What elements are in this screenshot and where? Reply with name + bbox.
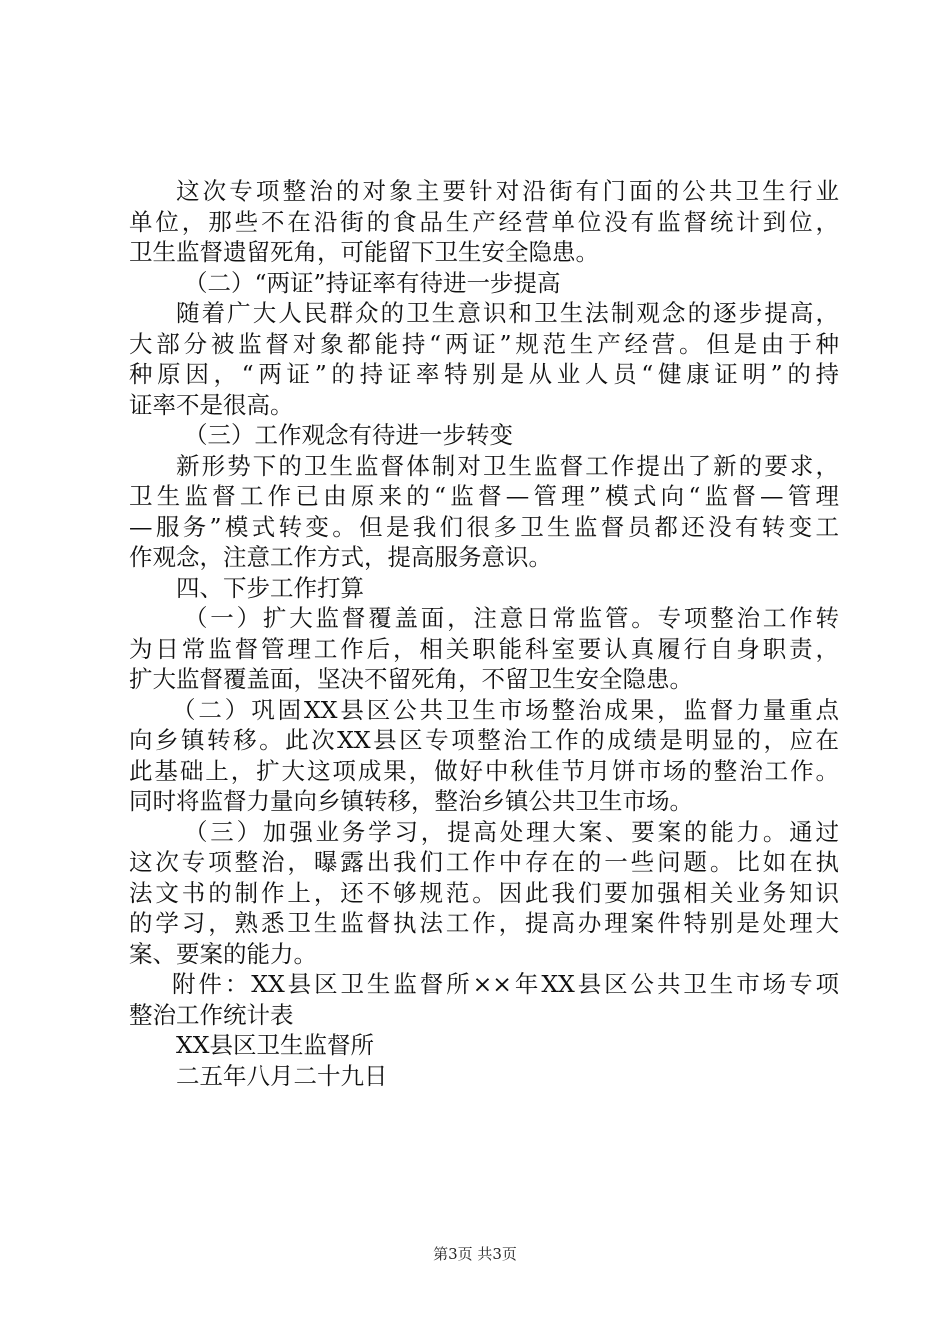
text-line: 的学习，熟悉卫生监督执法工作，提高办理案件特别是处理大	[129, 909, 839, 937]
text-line: 附件：XX县区卫生监督所××年XX县区公共卫生市场专项	[172, 970, 839, 998]
text-line: 此基础上，扩大这项成果，做好中秋佳节月饼市场的整治工作。	[129, 756, 839, 785]
text-line: 四、下步工作打算	[176, 573, 364, 602]
text-line: 整治工作统计表	[129, 1000, 294, 1029]
text-line: 这次专项整治，曝露出我们工作中存在的一些问题。比如在执	[129, 848, 839, 876]
text-line: （一）扩大监督覆盖面，注意日常监管。专项整治工作转	[184, 604, 839, 632]
text-line: 案、要案的能力。	[129, 939, 317, 968]
text-line: 法文书的制作上，还不够规范。因此我们要加强相关业务知识	[129, 878, 839, 907]
text-line: （二）“两证”持证率有待进一步提高	[184, 268, 561, 297]
text-line: （三）工作观念有待进一步转变	[184, 421, 513, 449]
text-line: 卫生监督遗留死角，可能留下卫生安全隐患。	[129, 238, 599, 266]
document-body	[129, 176, 839, 1091]
text-line: 为日常监督管理工作后，相关职能科室要认真履行自身职责，	[129, 634, 839, 663]
text-line: XX县区卫生监督所	[176, 1031, 374, 1059]
text-line: 随着广大人民群众的卫生意识和卫生法制观念的逐步提高，	[176, 299, 839, 327]
text-line: 这次专项整治的对象主要针对沿街有门面的公共卫生行业	[176, 177, 839, 205]
page-footer: 第3页 共3页	[433, 1245, 517, 1263]
text-line: 向乡镇转移。此次XX县区专项整治工作的成绩是明显的，应在	[129, 726, 839, 754]
text-line: 种原因，“两证”的持证率特别是从业人员“健康证明”的持	[129, 360, 839, 388]
text-line: （二）巩固XX县区公共卫生市场整治成果，监督力量重点	[172, 695, 839, 724]
text-line: 作观念，注意工作方式，提高服务意识。	[129, 543, 552, 571]
text-line: 同时将监督力量向乡镇转移，整治乡镇公共卫生市场。	[129, 787, 693, 815]
text-line: 大部分被监督对象都能持“两证”规范生产经营。但是由于种	[129, 329, 839, 358]
text-line: 新形势下的卫生监督体制对卫生监督工作提出了新的要求，	[176, 451, 839, 480]
text-line: —服务”模式转变。但是我们很多卫生监督员都还没有转变工	[129, 512, 839, 541]
text-line: 证率不是很高。	[129, 390, 294, 419]
text-line: 卫生监督工作已由原来的“监督—管理”模式向“监督—管理	[129, 482, 839, 510]
text-line: 扩大监督覆盖面，坚决不留死角，不留卫生安全隐患。	[129, 665, 693, 693]
text-line: （三）加强业务学习，提高处理大案、要案的能力。通过	[184, 817, 839, 846]
text-line: 二五年八月二十九日	[176, 1061, 388, 1090]
text-line: 单位，那些不在沿街的食品生产经营单位没有监督统计到位，	[129, 207, 839, 236]
